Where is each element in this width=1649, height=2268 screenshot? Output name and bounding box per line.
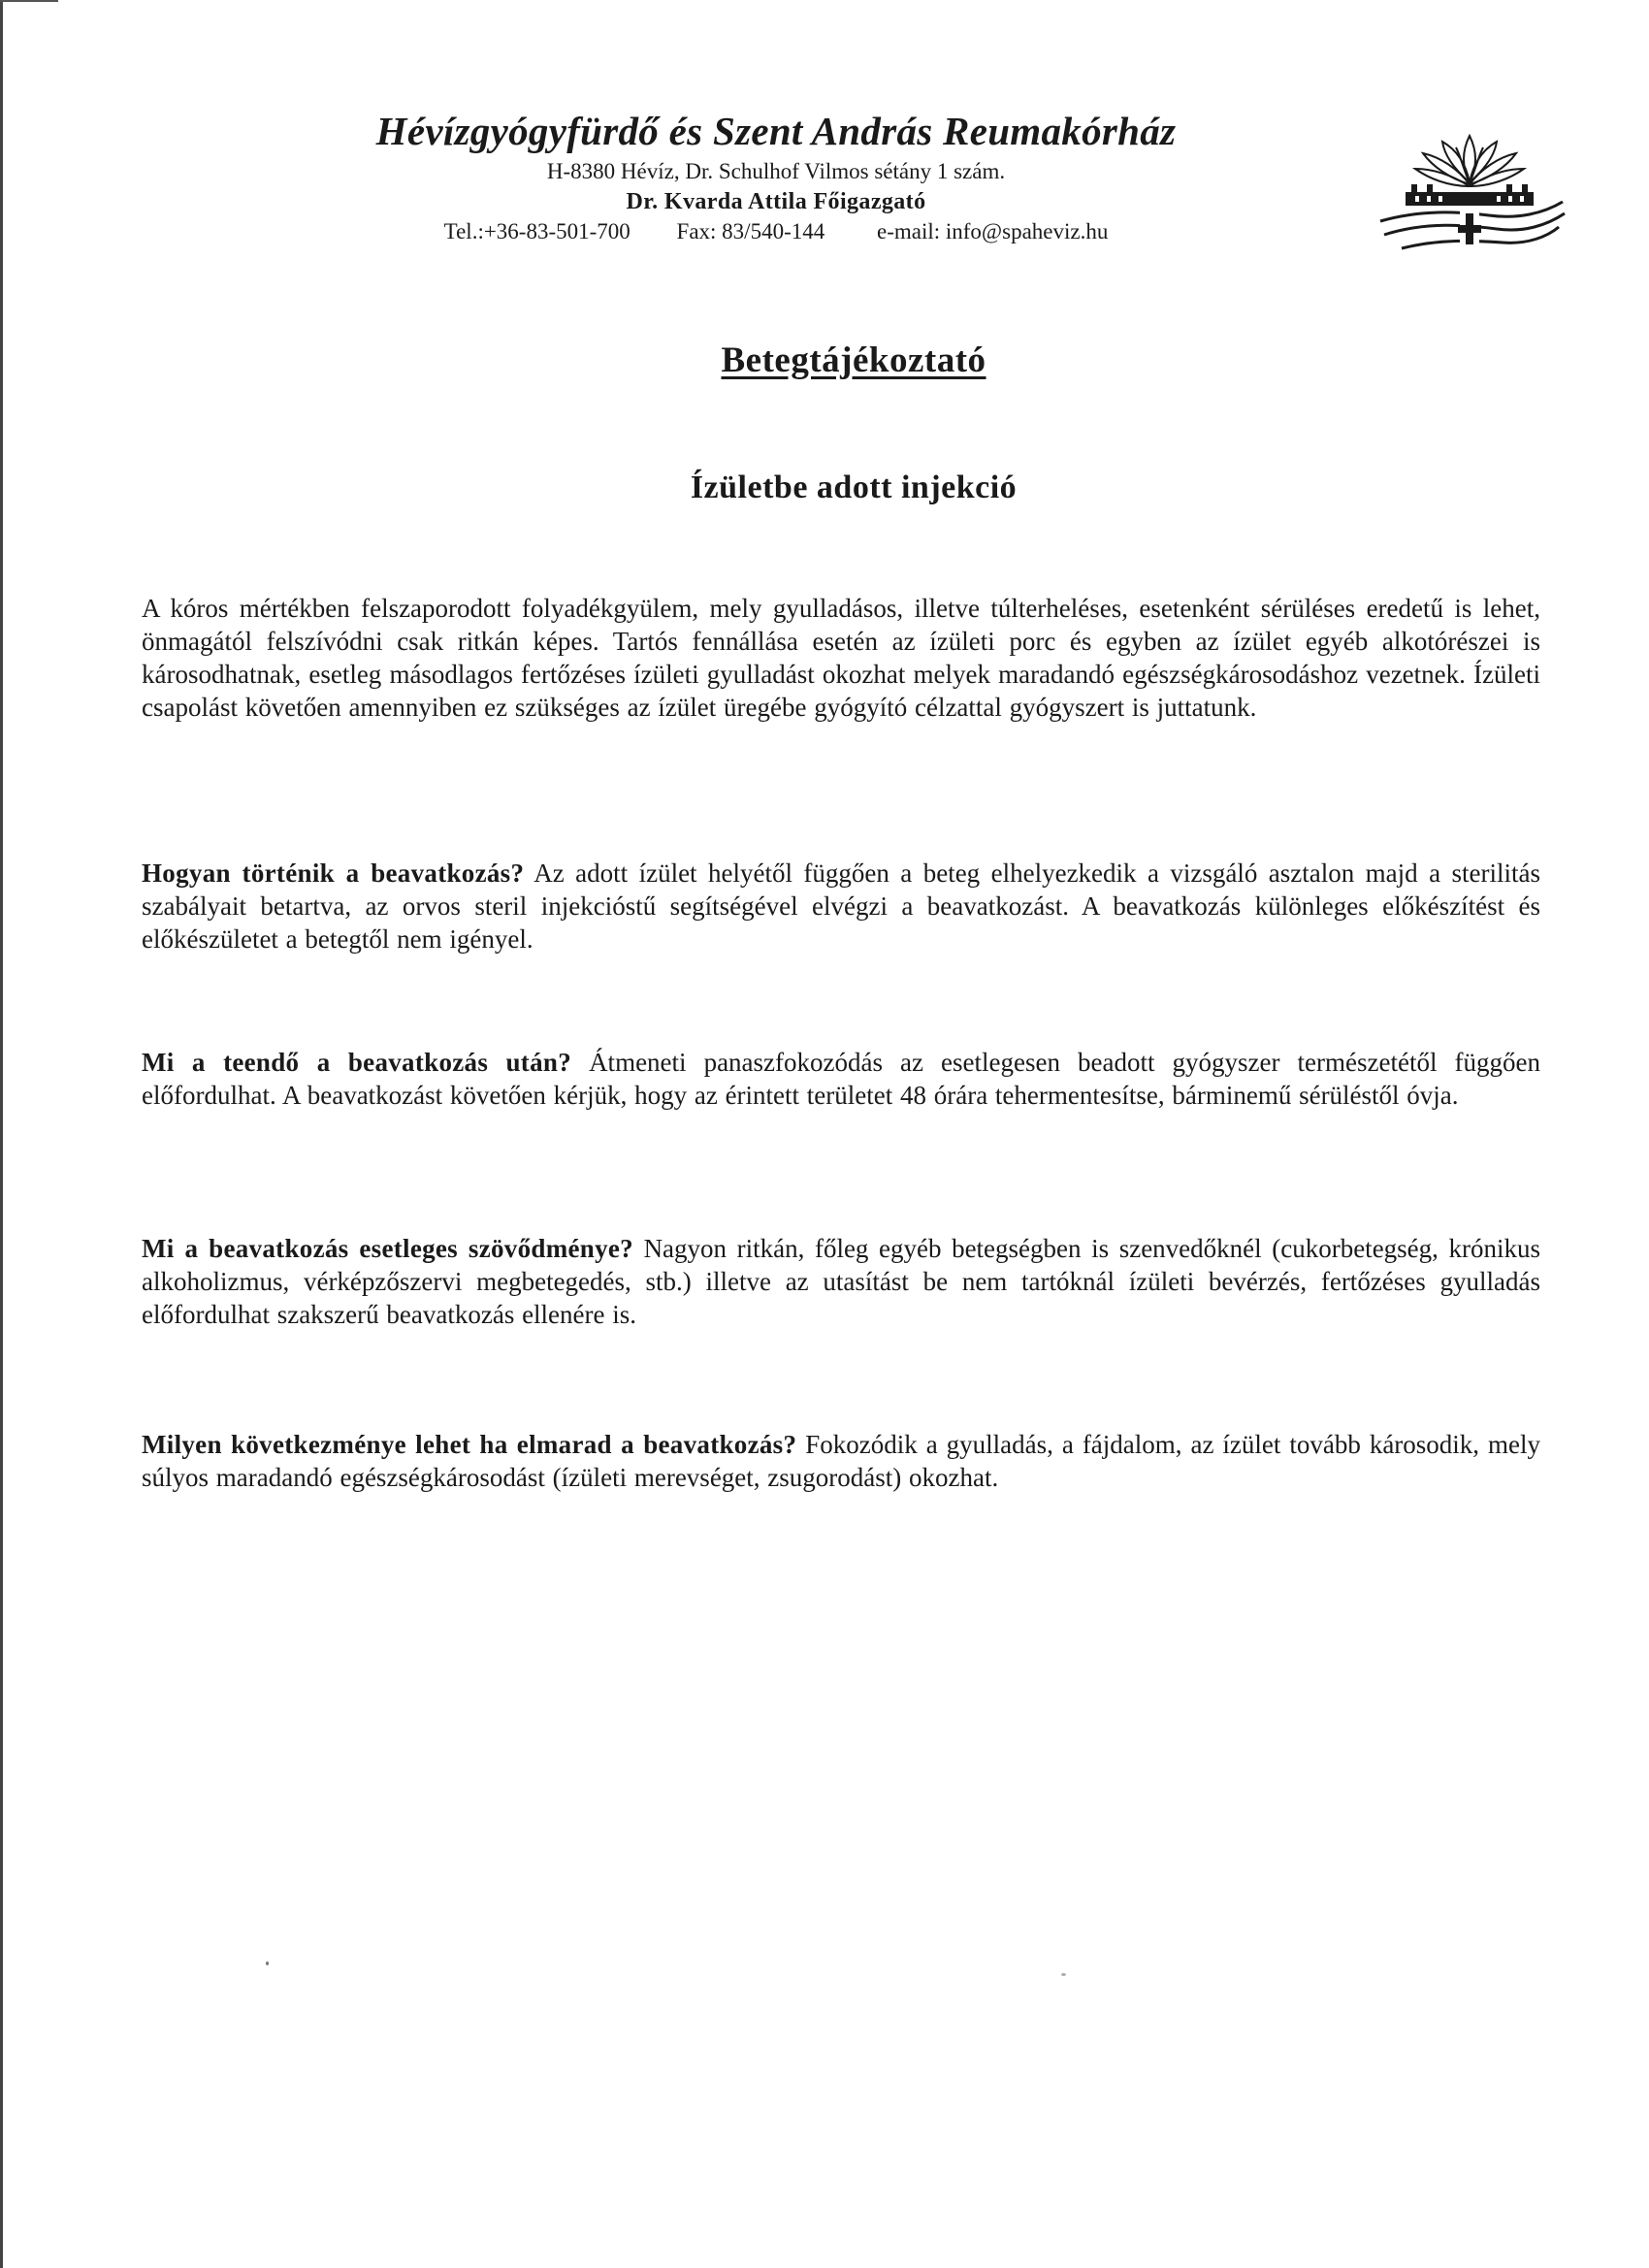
- director-name: Dr. Kvarda Attila Főigazgató: [626, 189, 926, 214]
- scan-speck: [266, 1961, 269, 1965]
- document-subtitle: Ízületbe adott injekció: [690, 470, 1018, 505]
- section-question: Hogyan történik a beavatkozás?: [142, 859, 525, 888]
- hospital-lotus-logo-icon: [1373, 124, 1567, 270]
- organization-address: H-8380 Hévíz, Dr. Schulhof Vilmos sétány 1 szám.: [546, 159, 1006, 183]
- contact-line: [320, 217, 1232, 246]
- letterhead: [320, 107, 1232, 246]
- section-question: Mi a teendő a beavatkozás után?: [142, 1048, 572, 1077]
- section-complications: [142, 1232, 1540, 1331]
- section-question: Mi a beavatkozás esetleges szövődménye?: [142, 1234, 633, 1263]
- intro-paragraph: A kóros mértékben felszaporodott folyadékgyülem, mely gyulladásos, illetve túlterheléses, esetenként sérüléses eredetű is lehet, önmagától felszívódni csak ritkán képes. Tartós fennállása esetén az ízületi porc és egyben az ízület egyéb alkotórészei is károsodhatnak, esetleg másodlagos fertőzéses ízületi gyulladást okozhat melyek maradandó egészségkárosodáshoz vezetnek. Ízületi csapolást követően amennyiben ez szükséges az ízület üregébe gyógyító célzattal gyógyszert is juttatunk.: [142, 594, 1540, 722]
- section-question: Milyen következménye lehet ha elmarad a beavatkozás?: [142, 1430, 797, 1459]
- document-title: Betegtájékoztató: [721, 340, 986, 380]
- phone-number: Tel.:+36-83-501-700: [443, 219, 630, 243]
- section-answer: Átmeneti panaszfokozódás az esetlegesen beadott gyógyszer természetétől függően előfordulhat. A beavatkozást követően kérjük, hogy az érintett területet 48 órára tehermentesítse, bárminemű sérüléstől óvja.: [142, 1048, 1540, 1110]
- section-consequences: [142, 1428, 1540, 1494]
- section-answer: Nagyon ritkán, főleg egyéb betegségben is szenvedőknél (cukorbetegség, krónikus alkoholizmus, vérképzőszervi megbetegedés, stb.) illetve az utasítást be nem tartóknál ízületi bevérzés, fertőzéses gyulladás előfordulhat szakszerű beavatkozás ellenére is.: [142, 1234, 1541, 1329]
- fax-number: Fax: 83/540-144: [676, 219, 825, 243]
- section-aftercare: [142, 1046, 1540, 1112]
- section-answer: Az adott ízület helyétől függően a beteg elhelyezkedik a vizsgáló asztalon majd a sterilitás szabályait betartva, az orvos steril injekcióstű segítségével elvégzi a beavatkozást. A beavatkozás különleges előkészítést és előkészületet a betegtől nem igényel.: [142, 859, 1540, 954]
- scan-speck: [1061, 1973, 1066, 1976]
- section-answer: Fokozódik a gyulladás, a fájdalom, az ízület tovább károsodik, mely súlyos maradandó egészségkárosodást (ízületi merevséget, zsugorodást) okozhat.: [142, 1430, 1540, 1492]
- email-address: e-mail: info@spaheviz.hu: [877, 219, 1109, 243]
- section-procedure: [142, 857, 1540, 956]
- organization-name: Hévízgyógyfürdő és Szent András Reumakórház: [375, 109, 1177, 153]
